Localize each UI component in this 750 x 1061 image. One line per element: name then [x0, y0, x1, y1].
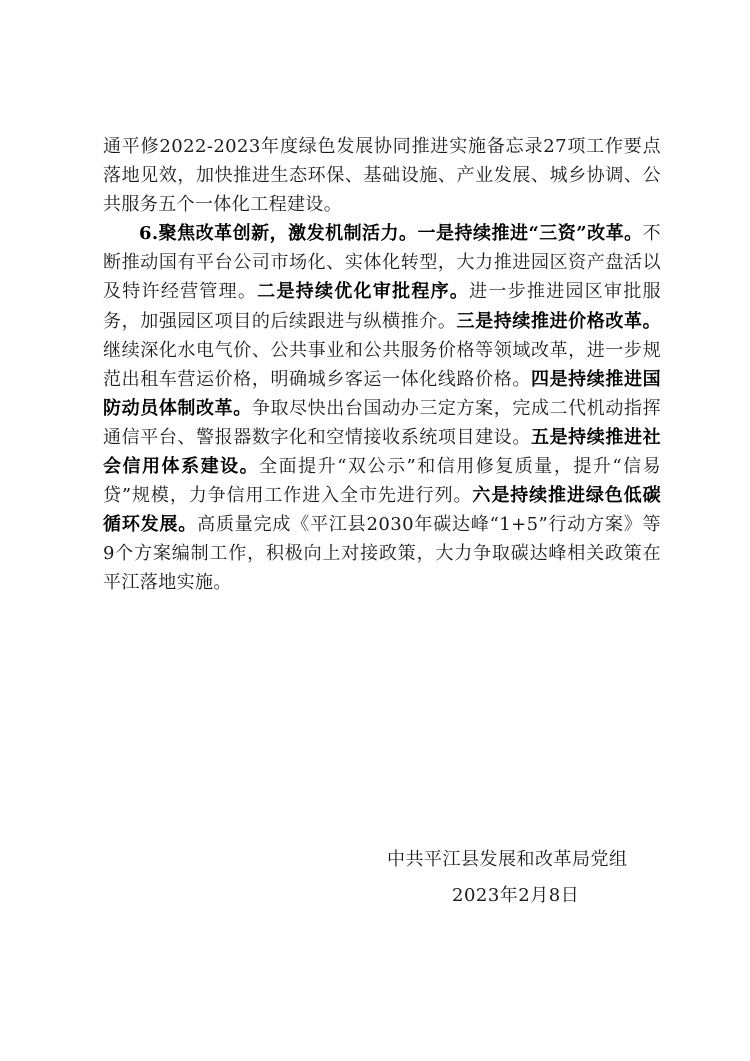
paragraph-text: 通平修2022-2023年度绿色发展协同推进实施备忘录27项工作要点落地见效，加快推进生态环保、基础设施、产业发展、城乡协调、公共服务五个一体化工程建设。 [103, 136, 661, 216]
item-title-4: 四是持续推进国防动员体制改革。 [103, 368, 661, 419]
item-title-6: 六是持续推进绿色低碳循环发展。 [103, 485, 661, 536]
item-title-1: 一是持续推进“三资”改革。 [417, 223, 643, 245]
section-heading: 6.聚焦改革创新，激发机制活力。 [139, 223, 418, 245]
signature-organization: 中共平江县发展和改革局党组 [387, 849, 628, 870]
item-text-6: 高质量完成《平江县2030年碳达峰“1+5”行动方案》等9个方案编制工作，积极向上对接政策，大力争取碳达峰相关政策在平江落地实施。 [103, 514, 661, 594]
item-text-1: 不断推动国有平台公司市场化、实体化转型，大力推进园区资产盘活以及特许经营管理。 [103, 223, 661, 303]
item-title-2: 二是持续优化审批程序。 [257, 281, 470, 303]
item-text-4: 争取尽快出台国动办三定方案，完成二代机动指挥通信平台、警报器数字化和空情接收系统项目建设。 [103, 397, 661, 448]
document-body [103, 132, 661, 598]
paragraph-continuation [103, 132, 661, 219]
item-title-3: 三是持续推进价格改革。 [456, 310, 661, 332]
paragraph-reform-innovation [103, 219, 661, 597]
item-text-5: 全面提升“双公示”和信用修复质量，提升“信易贷”规模，力争信用工作进入全市先进行列。 [103, 456, 662, 507]
item-text-2: 进一步推进园区审批服务，加强园区项目的后续跟进与纵横推介。 [103, 281, 661, 332]
item-title-5: 五是持续推进社会信用体系建设。 [103, 426, 661, 478]
signature-date: 2023年2月8日 [452, 885, 580, 906]
item-text-3: 继续深化水电气价、公共事业和公共服务价格等领域改革，进一步规范出租车营运价格，明确城乡客运一体化线路价格。 [103, 339, 661, 390]
